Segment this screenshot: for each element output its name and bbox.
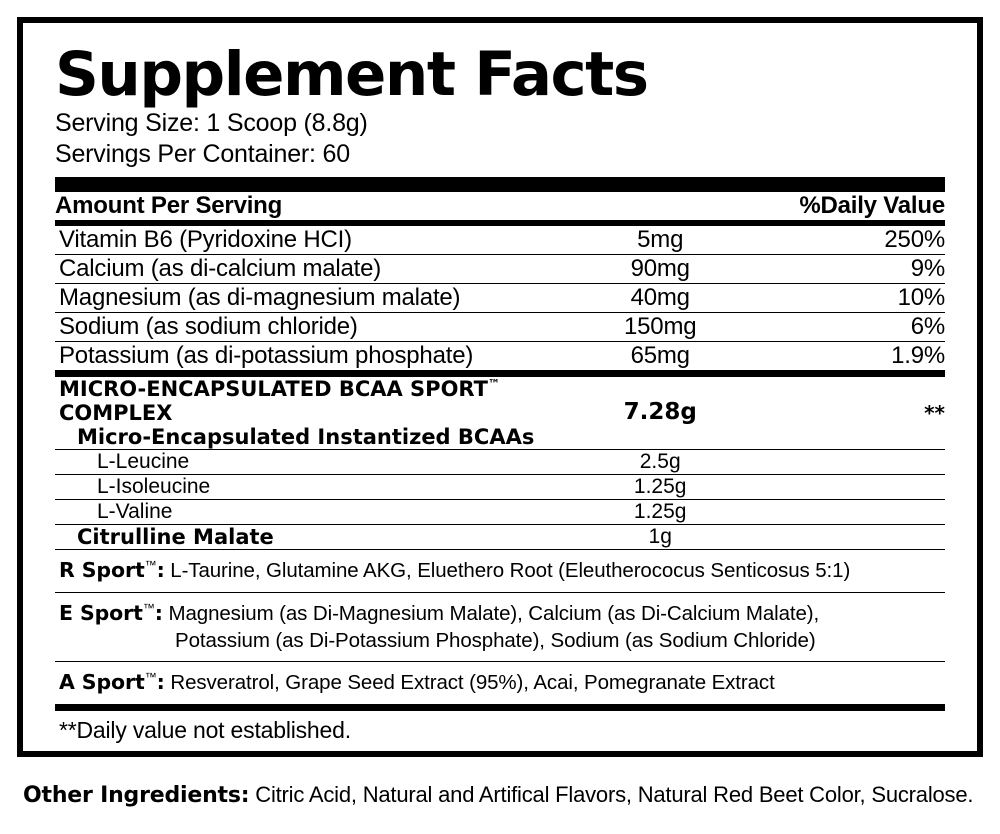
a-sport-ingredients: Resveratrol, Grape Seed Extract (95%), Acai, Pomegranate Extract — [164, 671, 775, 695]
nutrient-name: Calcium (as di-calcium malate) — [55, 255, 562, 284]
header-spacer — [562, 192, 758, 220]
r-sport-ingredients: L-Taurine, Glutamine AKG, Eluethero Root (Eleutherococus Senticosus 5:1) — [164, 559, 851, 583]
nutrient-amount: 150mg — [562, 313, 758, 342]
r-sport-trademark: ™ — [144, 558, 157, 573]
header-daily-value: %Daily Value — [799, 192, 945, 220]
citrulline-name: Citrulline Malate — [55, 525, 562, 550]
bcaa-name: L-Leucine — [55, 450, 562, 475]
blend-name — [55, 377, 562, 425]
nutrient-amount: 90mg — [562, 255, 758, 284]
table-row — [55, 313, 945, 342]
blend-table — [55, 377, 945, 550]
nutrient-amount: 5mg — [562, 226, 758, 255]
bcaa-amount: 1.25g — [562, 475, 758, 500]
citrulline-amount: 1g — [562, 525, 758, 550]
table-row — [55, 500, 945, 525]
blend-name-suffix: COMPLEX — [59, 401, 173, 426]
daily-value-footnote: **Daily value not established. — [59, 717, 351, 743]
panel-inner — [23, 23, 977, 752]
e-sport-colon: : — [154, 601, 163, 626]
facts-table — [55, 192, 945, 220]
nutrient-name: Potassium (as di-potassium phosphate) — [55, 342, 562, 371]
other-ingredients-label: Other Ingredients: — [23, 783, 250, 808]
table-row — [55, 342, 945, 371]
bcaa-amount: 2.5g — [562, 450, 758, 475]
table-row — [55, 255, 945, 284]
header-amount-per-serving: Amount Per Serving — [55, 192, 283, 220]
r-sport-blend — [55, 550, 945, 593]
bcaa-amount: 1.25g — [562, 500, 758, 525]
nutrient-name: Sodium (as sodium chloride) — [55, 313, 562, 342]
serving-size: Serving Size: 1 Scoop (8.8g) — [55, 109, 368, 138]
blend-dv: ** — [924, 401, 945, 426]
bcaa-subhead-amount — [562, 425, 758, 450]
table-row — [55, 525, 945, 550]
table-row — [55, 284, 945, 313]
bcaa-name: L-Isoleucine — [55, 475, 562, 500]
a-sport-trademark: ™ — [144, 670, 157, 685]
divider-thick-top — [55, 177, 945, 192]
e-sport-ingredients-line1: Magnesium (as Di-Magnesium Malate), Calcium (as Di-Calcium Malate), — [162, 602, 820, 626]
bcaa-subhead-row — [55, 425, 945, 450]
other-ingredients — [23, 782, 983, 808]
e-sport-ingredients-line2: Potassium (as Di-Potassium Phosphate), Sodium (as Sodium Chloride) — [175, 628, 816, 652]
nutrient-dv: 250% — [758, 226, 945, 255]
nutrient-amount: 65mg — [562, 342, 758, 371]
bcaa-dv — [758, 475, 945, 500]
blend-trademark: ™ — [487, 377, 500, 392]
citrulline-dv — [758, 525, 945, 550]
nutrient-dv: 1.9% — [758, 342, 945, 371]
e-sport-trademark: ™ — [142, 601, 155, 616]
table-row — [55, 475, 945, 500]
table-header-row — [55, 192, 945, 220]
bcaa-dv — [758, 500, 945, 525]
servings-per-container: Servings Per Container: 60 — [55, 139, 350, 168]
supplement-facts-panel — [17, 17, 983, 757]
bcaa-subhead: Micro-Encapsulated Instantized BCAAs — [55, 425, 562, 450]
r-sport-label: R Sport — [59, 558, 145, 583]
table-row — [55, 226, 945, 255]
e-sport-blend — [55, 593, 945, 662]
blend-amount: 7.28g — [623, 399, 697, 426]
nutrient-dv: 6% — [758, 313, 945, 342]
blend-name-main: MICRO-ENCAPSULATED BCAA SPORT — [59, 377, 488, 402]
nutrient-name: Vitamin B6 (Pyridoxine HCI) — [55, 226, 562, 255]
blend-row — [55, 377, 945, 425]
nutrient-name: Magnesium (as di-magnesium malate) — [55, 284, 562, 313]
table-row — [55, 450, 945, 475]
a-sport-blend — [55, 662, 945, 705]
nutrient-dv: 10% — [758, 284, 945, 313]
nutrients-table — [55, 226, 945, 371]
a-sport-label: A Sport — [59, 670, 145, 695]
a-sport-colon: : — [156, 670, 165, 695]
nutrient-amount: 40mg — [562, 284, 758, 313]
bcaa-name: L-Valine — [55, 500, 562, 525]
panel-title: Supplement Facts — [55, 39, 648, 110]
other-ingredients-text: Citric Acid, Natural and Artifical Flavors, Natural Red Beet Color, Sucralose. — [249, 782, 974, 807]
nutrient-dv: 9% — [758, 255, 945, 284]
r-sport-colon: : — [156, 558, 165, 583]
bcaa-subhead-dv — [758, 425, 945, 450]
e-sport-label: E Sport — [59, 601, 143, 626]
bcaa-dv — [758, 450, 945, 475]
